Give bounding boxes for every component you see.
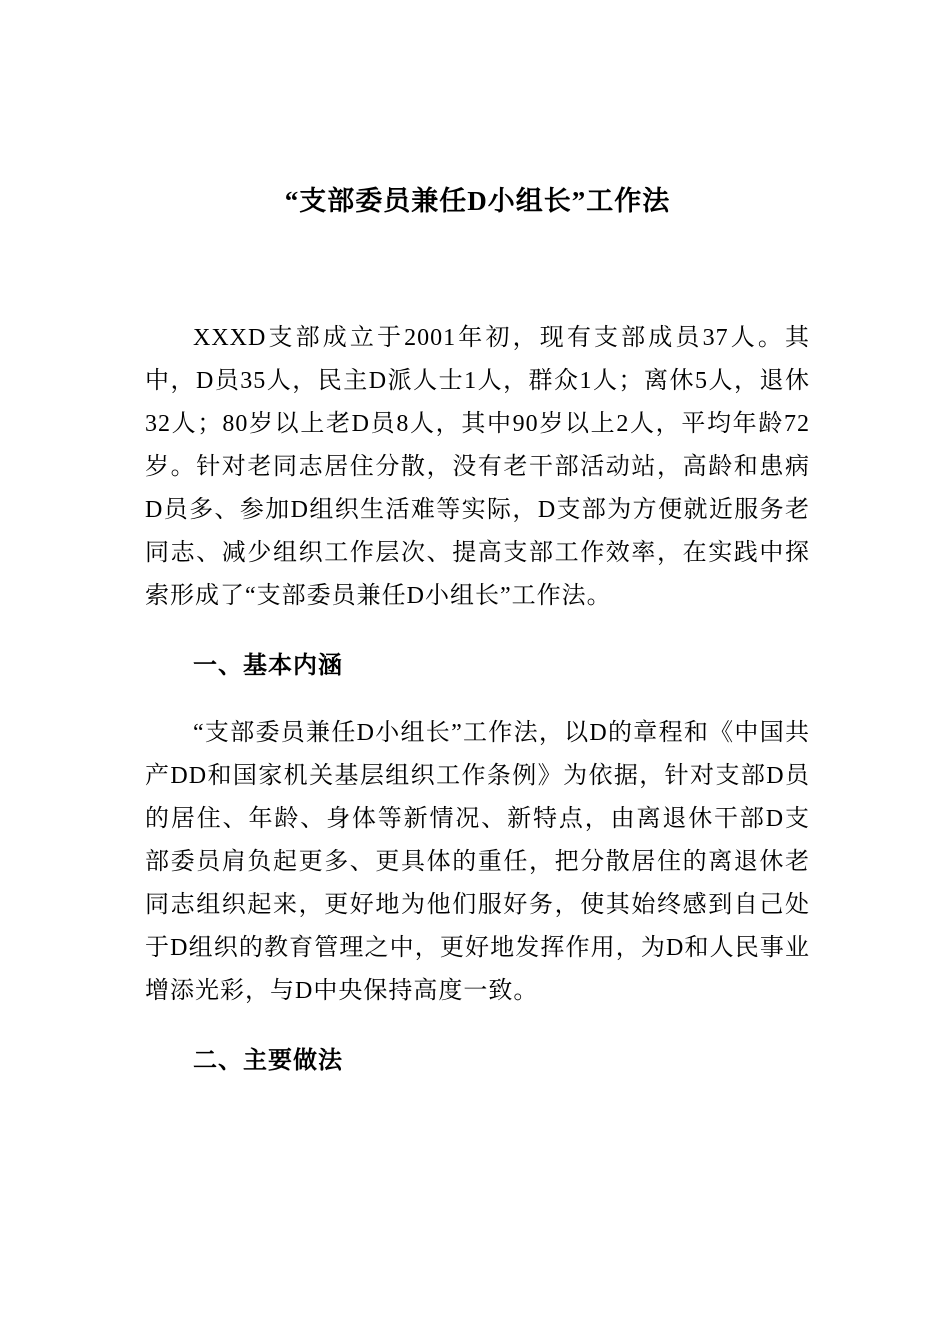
section-heading-2: 二、主要做法 (193, 1047, 343, 1074)
intro-paragraph: XXXD支部成立于2001年初，现有支部成员37人。其中，D员35人，民主D派人士1人，群众1人；离休5人，退休32人；80岁以上老D员8人，其中90岁以上2人，平均年龄72岁。针对老同志居住分散，没有老干部活动站，高龄和患病D员多、参加D组织生活难等实际，D支部为方便就近服务老同志、减少组织工作层次、提高支部工作效率，在实践中探索形成了“支部委员兼任D小组长”工作法。 (145, 325, 810, 609)
document-title: “支部委员兼任D小组长”工作法 (284, 186, 671, 216)
section-heading-1: 一、基本内涵 (193, 652, 343, 679)
section-1-paragraph: “支部委员兼任D小组长”工作法，以D的章程和《中国共产DD和国家机关基层组织工作条例》为依据，针对支部D员的居住、年龄、身体等新情况、新特点，由离退休干部D支部委员肩负起更多、更具体的重任，把分散居住的离退休老同志组织起来，更好地为他们服好务，使其始终感到自己处于D组织的教育管理之中，更好地发挥作用，为D和人民事业增添光彩，与D中央保持高度一致。 (145, 720, 810, 1004)
